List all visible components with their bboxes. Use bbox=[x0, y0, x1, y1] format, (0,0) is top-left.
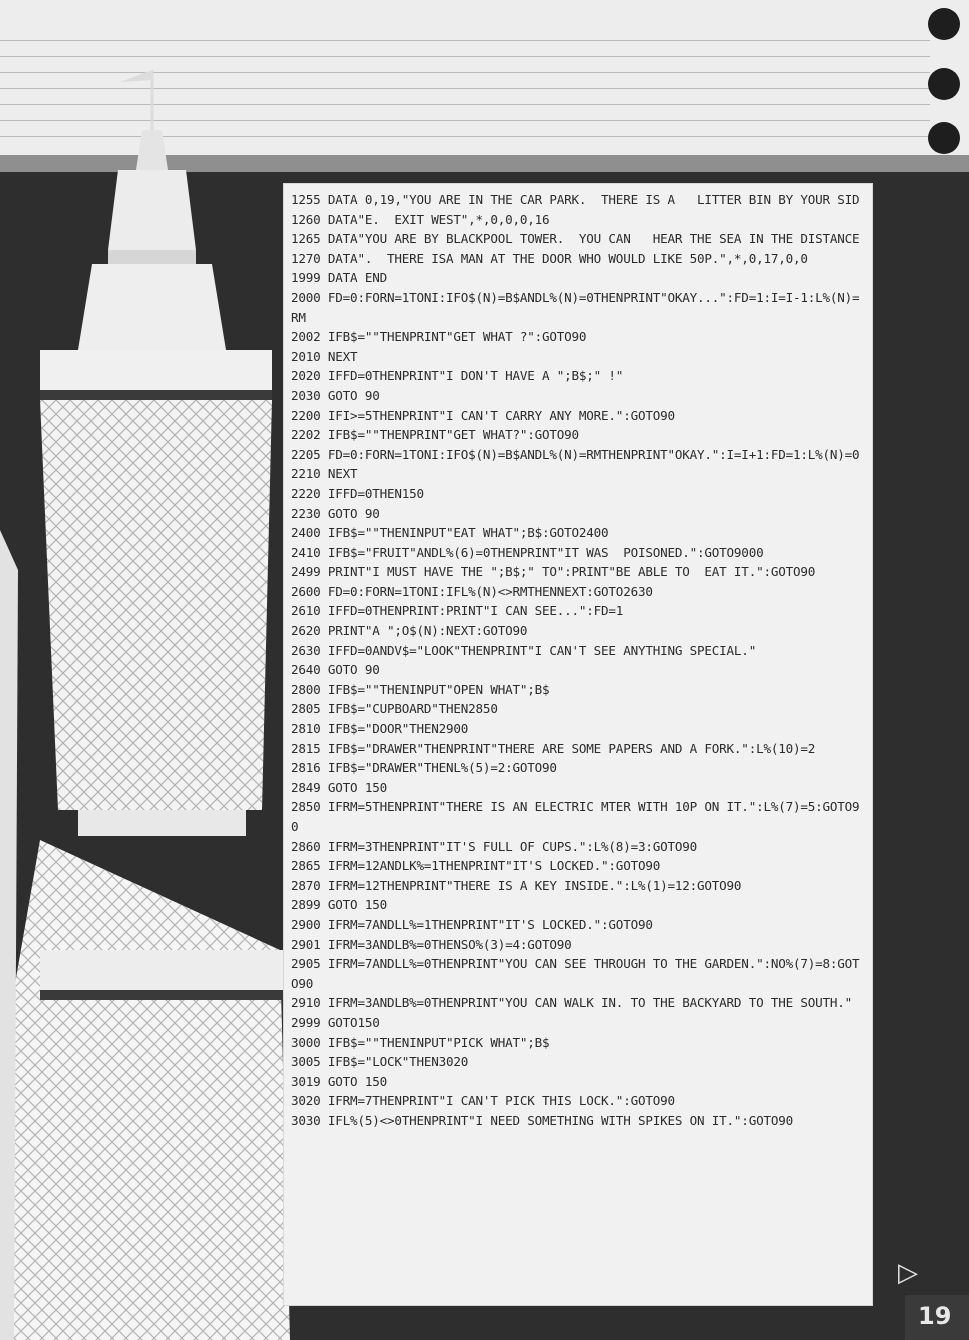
code-line: 2905 IFRM=7ANDLL%=0THENPRINT"YOU CAN SEE THROUGH TO THE GARDEN.":NO%(7)=8:GOTO90 bbox=[291, 956, 860, 991]
code-line: 2620 PRINT"A ";O$(N):NEXT:GOTO90 bbox=[291, 623, 528, 639]
code-line: 2030 GOTO 90 bbox=[291, 387, 380, 403]
code-line: 2210 NEXT bbox=[291, 466, 358, 482]
code-line: 3019 GOTO 150 bbox=[291, 1073, 387, 1089]
code-line: 2899 GOTO 150 bbox=[291, 897, 387, 913]
code-line: 3030 IFL%(5)<>0THENPRINT"I NEED SOMETHING WITH SPIKES ON IT.":GOTO90 bbox=[291, 1112, 793, 1128]
code-line: 2002 IFB$=""THENPRINT"GET WHAT ?":GOTO90 bbox=[291, 329, 587, 345]
code-line: 2870 IFRM=12THENPRINT"THERE IS A KEY INSIDE.":L%(1)=12:GOTO90 bbox=[291, 877, 742, 893]
punch-hole-icon bbox=[928, 8, 960, 40]
code-line: 2610 IFFD=0THENPRINT:PRINT"I CAN SEE...":FD=1 bbox=[291, 603, 624, 619]
code-line: 2230 GOTO 90 bbox=[291, 505, 380, 521]
code-line: 2900 IFRM=7ANDLL%=1THENPRINT"IT'S LOCKED.":GOTO90 bbox=[291, 916, 653, 932]
code-line: 2202 IFB$=""THENPRINT"GET WHAT?":GOTO90 bbox=[291, 427, 579, 443]
code-line: 2901 IFRM=3ANDLB%=0THENSO%(3)=4:GOTO90 bbox=[291, 936, 572, 952]
code-line: 2600 FD=0:FORN=1TONI:IFL%(N)<>RMTHENNEXT:GOTO2630 bbox=[291, 583, 653, 599]
code-line: 2200 IFI>=5THENPRINT"I CAN'T CARRY ANY MORE.":GOTO90 bbox=[291, 407, 675, 423]
code-line: 1270 DATA". THERE ISA MAN AT THE DOOR WHO WOULD LIKE 50P.",*,0,17,0,0 bbox=[291, 250, 808, 266]
code-line: 2815 IFB$="DRAWER"THENPRINT"THERE ARE SOME PAPERS AND A FORK.":L%(10)=2 bbox=[291, 740, 816, 756]
code-line: 2800 IFB$=""THENINPUT"OPEN WHAT";B$ bbox=[291, 681, 550, 697]
code-line: 2205 FD=0:FORN=1TONI:IFO$(N)=B$ANDL%(N)=RMTHENPRINT"OKAY.":I=I+1:FD=1:L%(N)=0 bbox=[291, 446, 860, 462]
code-line: 2020 IFFD=0THENPRINT"I DON'T HAVE A ";B$;" !" bbox=[291, 368, 624, 384]
stave-line bbox=[0, 40, 930, 41]
punch-hole-icon bbox=[928, 122, 960, 154]
punch-hole-icon bbox=[928, 68, 960, 100]
code-line: 2849 GOTO 150 bbox=[291, 779, 387, 795]
basic-program-listing bbox=[283, 183, 873, 1306]
blackpool-tower-illustration bbox=[0, 50, 300, 1340]
code-line: 2910 IFRM=3ANDLB%=0THENPRINT"YOU CAN WALK IN. TO THE BACKYARD TO THE SOUTH." bbox=[291, 995, 853, 1011]
code-line: 2220 IFFD=0THEN150 bbox=[291, 485, 424, 501]
code-line: 2810 IFB$="DOOR"THEN2900 bbox=[291, 721, 469, 737]
code-line: 2860 IFRM=3THENPRINT"IT'S FULL OF CUPS.":L%(8)=3:GOTO90 bbox=[291, 838, 698, 854]
code-line: 2850 IFRM=5THENPRINT"THERE IS AN ELECTRIC MTER WITH 10P ON IT.":L%(7)=5:GOTO90 bbox=[291, 799, 860, 834]
triangle-arrow-right-icon: ▷ bbox=[898, 1258, 918, 1288]
code-line: 2805 IFB$="CUPBOARD"THEN2850 bbox=[291, 701, 498, 717]
code-line: 2865 IFRM=12ANDLK%=1THENPRINT"IT'S LOCKED.":GOTO90 bbox=[291, 858, 661, 874]
code-line: 2499 PRINT"I MUST HAVE THE ";B$;" TO":PRINT"BE ABLE TO EAT IT.":GOTO90 bbox=[291, 564, 816, 580]
code-line: 3005 IFB$="LOCK"THEN3020 bbox=[291, 1054, 469, 1070]
code-line: 2400 IFB$=""THENINPUT"EAT WHAT";B$:GOTO2400 bbox=[291, 525, 609, 541]
code-line: 2010 NEXT bbox=[291, 348, 358, 364]
code-line: 1265 DATA"YOU ARE BY BLACKPOOL TOWER. YOU CAN HEAR THE SEA IN THE DISTANCE bbox=[291, 231, 860, 247]
page-number: 19 bbox=[918, 1302, 952, 1330]
code-line: 3000 IFB$=""THENINPUT"PICK WHAT";B$ bbox=[291, 1034, 550, 1050]
code-line: 1999 DATA END bbox=[291, 270, 387, 286]
code-line: 2816 IFB$="DRAWER"THENL%(5)=2:GOTO90 bbox=[291, 760, 557, 776]
code-line: 1255 DATA 0,19,"YOU ARE IN THE CAR PARK. THERE IS A LITTER BIN BY YOUR SID bbox=[291, 192, 860, 207]
code-line: 2999 GOTO150 bbox=[291, 1014, 380, 1030]
code-line: 3020 IFRM=7THENPRINT"I CAN'T PICK THIS LOCK.":GOTO90 bbox=[291, 1093, 675, 1109]
code-line: 2640 GOTO 90 bbox=[291, 662, 380, 678]
code-line: 2000 FD=0:FORN=1TONI:IFO$(N)=B$ANDL%(N)=0THENPRINT"OKAY...":FD=1:I=I-1:L%(N)=RM bbox=[291, 289, 860, 325]
code-line: 1260 DATA"E. EXIT WEST",*,0,0,0,16 bbox=[291, 211, 550, 227]
code-line: 2410 IFB$="FRUIT"ANDL%(6)=0THENPRINT"IT WAS POISONED.":GOTO9000 bbox=[291, 544, 764, 560]
code-line: 2630 IFFD=0ANDV$="LOOK"THENPRINT"I CAN'T SEE ANYTHING SPECIAL." bbox=[291, 642, 757, 658]
